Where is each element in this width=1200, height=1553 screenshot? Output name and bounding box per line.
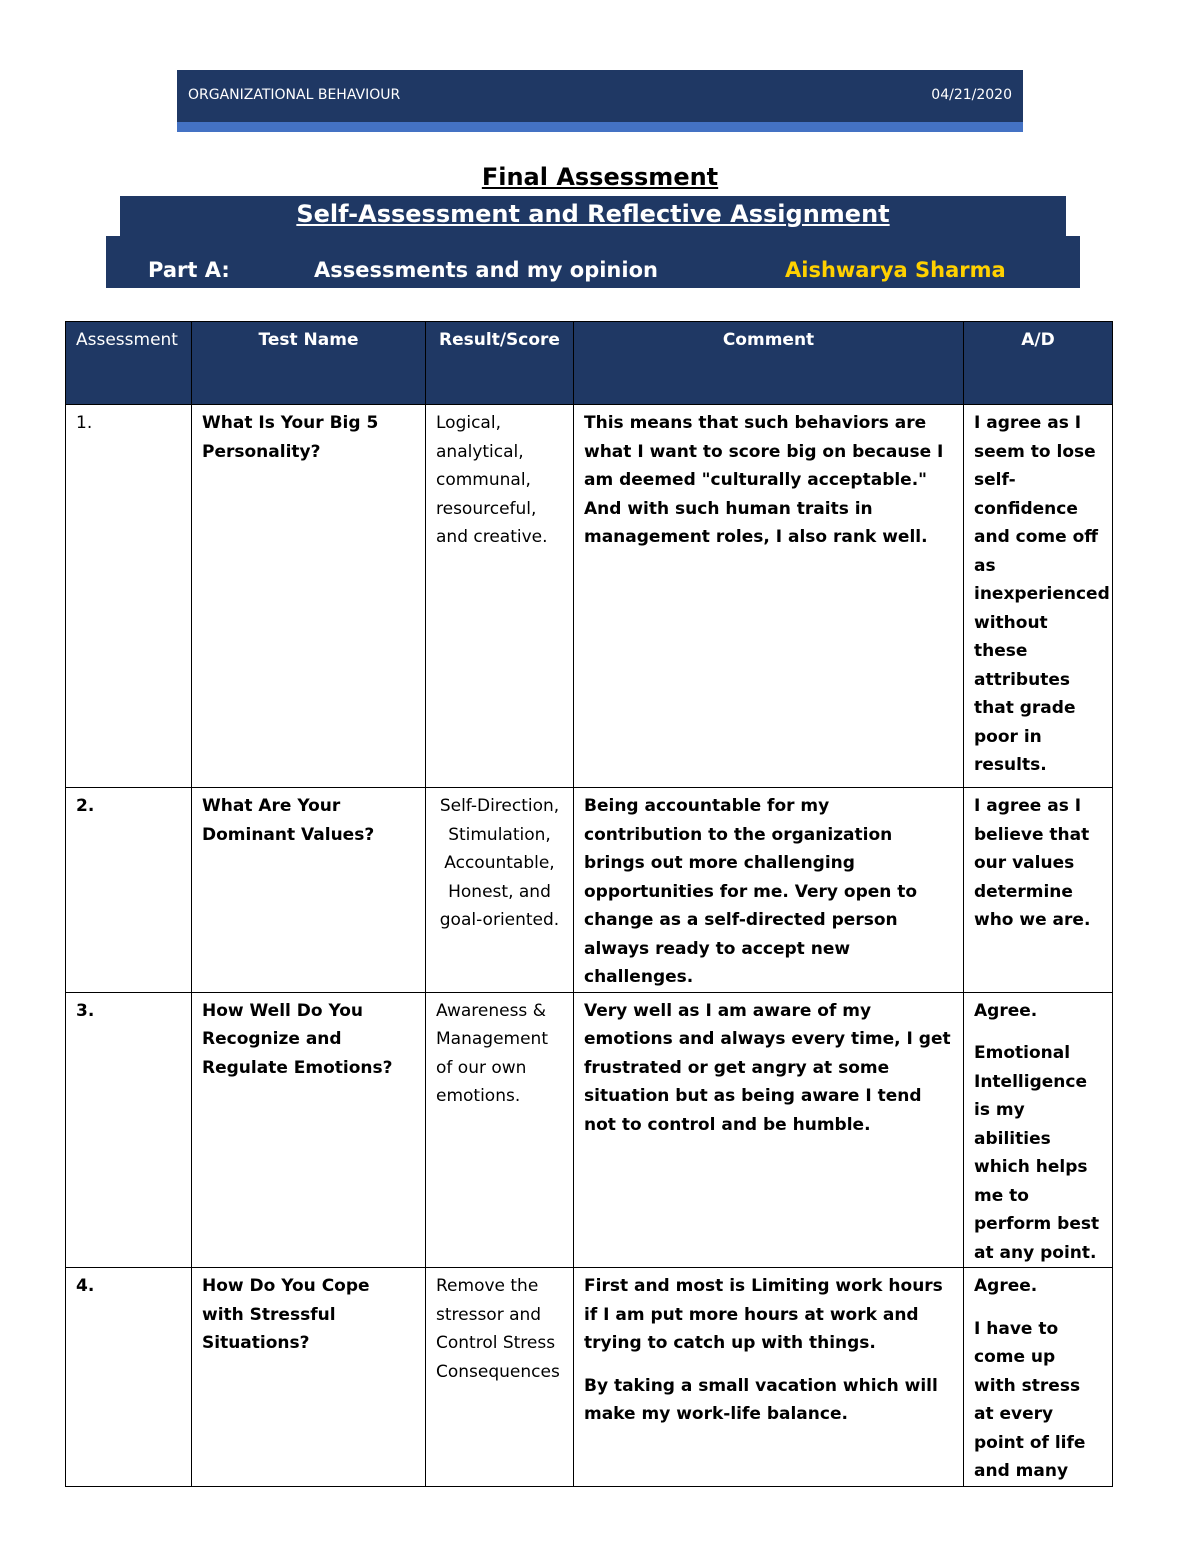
table-row bbox=[66, 405, 1113, 788]
cell-result: Remove the stressor and Control Stress Consequences bbox=[426, 1268, 574, 1487]
cell-result: Logical, analytical, communal, resourceful, and creative. bbox=[426, 405, 574, 788]
ad-paragraph: I agree as I believe that our values determine who we are. bbox=[974, 796, 1091, 930]
cell-number: 4. bbox=[66, 1268, 192, 1487]
ad-paragraph: Emotional Intelligence is my abilities which helps me to perform best at any point. bbox=[974, 1043, 1100, 1263]
cell-comment bbox=[574, 1268, 964, 1487]
cell-test-name: What Are Your Dominant Values? bbox=[192, 788, 426, 993]
part-description: Assessments and my opinion bbox=[314, 258, 658, 282]
comment-paragraph: First and most is Limiting work hours if I am put more hours at work and trying to catch up with things. bbox=[584, 1276, 943, 1353]
cell-result: Awareness & Management of our own emotions. bbox=[426, 992, 574, 1268]
column-header-comment: Comment bbox=[574, 322, 964, 405]
cell-ad bbox=[964, 405, 1113, 788]
cell-test-name: How Do You Cope with Stressful Situations? bbox=[192, 1268, 426, 1487]
table-header-row bbox=[66, 322, 1113, 405]
cell-number: 2. bbox=[66, 788, 192, 993]
cell-comment bbox=[574, 788, 964, 993]
page-title: Final Assessment bbox=[481, 163, 719, 191]
cell-comment bbox=[574, 992, 964, 1268]
table-row bbox=[66, 1268, 1113, 1487]
page-subtitle: Self-Assessment and Reflective Assignment bbox=[296, 200, 890, 228]
comment-paragraph: Being accountable for my contribution to the organization brings out more challenging opportunities for me. Very open to change as a self-directed person always ready to accept new challenges. bbox=[584, 796, 918, 987]
column-header-assessment: Assessment bbox=[66, 322, 192, 405]
student-name: Aishwarya Sharma bbox=[785, 258, 1006, 282]
cell-result: Self-Direction, Stimulation, Accountable, Honest, and goal-oriented. bbox=[426, 788, 574, 993]
comment-paragraph: By taking a small vacation which will make my work-life balance. bbox=[584, 1375, 938, 1424]
column-header-result: Result/Score bbox=[426, 322, 574, 405]
course-name: ORGANIZATIONAL BEHAVIOUR bbox=[188, 87, 401, 103]
table-row bbox=[66, 788, 1113, 993]
cell-ad bbox=[964, 788, 1113, 993]
table-row bbox=[66, 992, 1113, 1268]
assessment-table bbox=[65, 321, 1113, 1487]
comment-paragraph: Very well as I am aware of my emotions and always every time, I get frustrated or get angry at some situation but as being aware I tend not to control and be humble. bbox=[584, 1000, 951, 1135]
document-date: 04/21/2020 bbox=[931, 87, 1012, 103]
cell-test-name: What Is Your Big 5 Personality? bbox=[192, 405, 426, 788]
cell-number: 1. bbox=[66, 405, 192, 788]
cell-comment bbox=[574, 405, 964, 788]
column-header-test-name: Test Name bbox=[192, 322, 426, 405]
cell-test-name: How Well Do You Recognize and Regulate Emotions? bbox=[192, 992, 426, 1268]
ad-paragraph: Agree. bbox=[974, 1276, 1038, 1296]
cell-ad bbox=[964, 992, 1113, 1268]
ad-paragraph: I have to come up with stress at every point of life and many bbox=[974, 1318, 1086, 1481]
cell-number: 3. bbox=[66, 992, 192, 1268]
header-accent-stripe bbox=[177, 122, 1023, 132]
column-header-ad: A/D bbox=[964, 322, 1113, 405]
ad-paragraph: I agree as I seem to lose self-confidence and come off as inexperienced without these attributes that grade poor in results. bbox=[974, 413, 1110, 775]
comment-paragraph: This means that such behaviors are what I want to score big on because I am deemed "culturally acceptable." And with such human traits in management roles, I also rank well. bbox=[584, 413, 944, 547]
ad-paragraph: Agree. bbox=[974, 1000, 1038, 1021]
part-label: Part A: bbox=[148, 258, 230, 282]
cell-ad bbox=[964, 1268, 1113, 1487]
